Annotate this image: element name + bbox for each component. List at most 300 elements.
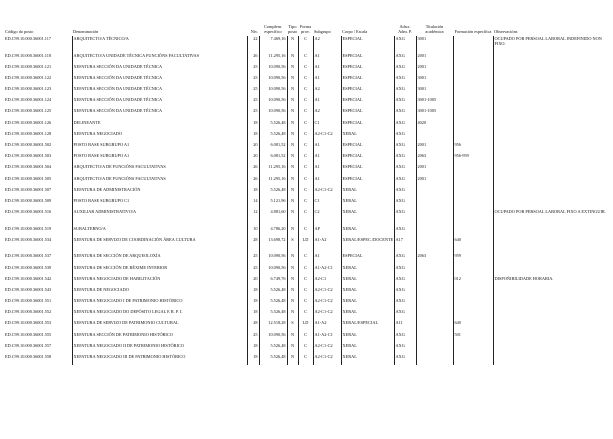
- cell-adscr: AXG: [394, 276, 416, 287]
- cell-corpo: XERAL: [341, 332, 394, 343]
- table-row: [4, 343, 610, 354]
- cell-nivel: 25: [247, 332, 259, 343]
- cell-corpo: ESPECIAL: [341, 153, 394, 164]
- cell-adscr: AXG: [394, 97, 416, 108]
- header-adscr: Adscr. Adm. P.: [398, 23, 412, 34]
- header-codigo: Código do posto: [5, 28, 34, 34]
- header-forma: Forma prov.: [299, 23, 312, 34]
- cell-complemento: 5.526,48: [259, 131, 287, 142]
- table-row: [4, 164, 610, 175]
- cell-observacions: OCUPADO POR PERSOAL LABORAL FIXO A EXTINGUIR.: [493, 209, 610, 226]
- cell-adscr: AXG: [394, 226, 416, 237]
- cell-complemento: 6.749,76: [259, 276, 287, 287]
- cell-codigo: ED.C99.10.000.36001.504: [5, 164, 52, 170]
- table-row: [4, 287, 610, 298]
- cell-nivel: 25: [247, 97, 259, 108]
- cell-codigo: ED.C99.10.000.36001.519: [5, 225, 52, 231]
- cell-subgrupo: A2: [313, 108, 341, 119]
- cell-subgrupo: A2-C1-C2: [313, 354, 341, 365]
- cell-formacion: [453, 108, 493, 119]
- cell-forma: C: [298, 287, 313, 298]
- cell-corpo: ESPECIAL: [341, 97, 394, 108]
- cell-complemento: 5.526,48: [259, 309, 287, 320]
- cell-complemento: 10.090,56: [259, 86, 287, 97]
- posts-table: [4, 14, 610, 365]
- cell-complemento: 11.295,16: [259, 53, 287, 64]
- cell-corpo: XERAL: [341, 198, 394, 209]
- cell-denominacion: XEFATURA NEGOCIADO DO DEPÓSITO LEGAL E R. P. I.: [72, 309, 247, 320]
- cell-observacions: DISPOÑIBILIDADE HORARIA.: [493, 276, 610, 287]
- cell-subgrupo: A1: [313, 53, 341, 64]
- cell-formacion: [453, 36, 493, 53]
- header-observacions: Observacións: [494, 28, 518, 34]
- cell-denominacion: SUBALTERNO/A: [72, 226, 247, 237]
- cell-observacions: [493, 298, 610, 309]
- cell-titulacion: [416, 298, 453, 309]
- table-row: [4, 142, 610, 153]
- table-row: [4, 187, 610, 198]
- table-body: [4, 36, 610, 365]
- cell-nivel: 25: [247, 75, 259, 86]
- cell-complemento: 10.090,56: [259, 253, 287, 264]
- cell-corpo: XERAL: [341, 265, 394, 276]
- header-complemento: Complem. específico: [263, 23, 283, 34]
- cell-complemento: 10.090,56: [259, 332, 287, 343]
- cell-corpo: XERAL: [341, 276, 394, 287]
- cell-denominacion: XEFATURA SECCIÓN DE PATRIMONIO HISTÓRICO: [72, 332, 247, 343]
- cell-formacion: [453, 226, 493, 237]
- cell-nivel: 26: [247, 164, 259, 175]
- cell-tipo: N: [287, 164, 298, 175]
- cell-titulacion: 2001: [416, 64, 453, 75]
- cell-titulacion: [416, 354, 453, 365]
- cell-forma: C: [298, 265, 313, 276]
- cell-formacion: [453, 343, 493, 354]
- cell-forma: C: [298, 354, 313, 365]
- cell-formacion: [453, 176, 493, 187]
- header-formacion: Formación específica: [454, 28, 492, 34]
- cell-denominacion: POSTO BASE SUBGRUPO A1: [72, 142, 247, 153]
- cell-titulacion: [416, 332, 453, 343]
- table-row: [4, 265, 610, 276]
- cell-subgrupo: A2: [313, 36, 341, 53]
- cell-denominacion: POSTO BASE SUBGRUPO A1: [72, 153, 247, 164]
- cell-titulacion: 2001: [416, 53, 453, 64]
- cell-corpo: ESPECIAL: [341, 176, 394, 187]
- cell-titulacion: 3001: [416, 36, 453, 53]
- cell-formacion: 959: [453, 253, 493, 264]
- cell-adscr: AXG: [394, 298, 416, 309]
- cell-observacions: [493, 153, 610, 164]
- cell-corpo: ESPECIAL: [341, 142, 394, 153]
- cell-tipo: N: [287, 265, 298, 276]
- cell-adscr: A17: [394, 237, 416, 254]
- cell-observacions: [493, 120, 610, 131]
- cell-complemento: 5.526,48: [259, 354, 287, 365]
- table-row: [4, 97, 610, 108]
- cell-nivel: 14: [247, 198, 259, 209]
- cell-subgrupo: A1: [313, 253, 341, 264]
- cell-observacions: [493, 187, 610, 198]
- cell-tipo: N: [287, 187, 298, 198]
- cell-corpo: XERAL: [341, 298, 394, 309]
- cell-codigo: ED.C99.10.000.36001.124: [5, 97, 52, 103]
- cell-denominacion: XEFATURA DE ADMINISTRACIÓN: [72, 187, 247, 198]
- cell-codigo: ED.C99.10.000.36001.516: [5, 209, 52, 215]
- cell-complemento: 11.295,16: [259, 164, 287, 175]
- cell-codigo: ED.C99.10.000.36001.555: [5, 331, 52, 337]
- cell-formacion: [453, 97, 493, 108]
- cell-denominacion: ARQUITECTO/A DE FUNCIÓNS FACULTATIVAS: [72, 164, 247, 175]
- cell-denominacion: XEFATURA DE SECCIÓN DE ARQUEOLOXÍA: [72, 253, 247, 264]
- cell-titulacion: [416, 198, 453, 209]
- cell-forma: C: [298, 36, 313, 53]
- cell-complemento: 13.698,72: [259, 237, 287, 254]
- cell-adscr: AXG: [394, 354, 416, 365]
- cell-tipo: N: [287, 86, 298, 97]
- cell-complemento: 4.881,60: [259, 209, 287, 226]
- cell-observacions: [493, 108, 610, 119]
- cell-complemento: 6.081,52: [259, 153, 287, 164]
- cell-tipo: N: [287, 332, 298, 343]
- cell-subgrupo: A1: [313, 64, 341, 75]
- cell-subgrupo: A2-C1-C2: [313, 343, 341, 354]
- cell-codigo: ED.C99.10.000.36001.118: [5, 52, 52, 58]
- cell-observacions: [493, 97, 610, 108]
- cell-codigo: ED.C99.10.000.36001.534: [5, 236, 52, 242]
- cell-observacions: [493, 131, 610, 142]
- cell-nivel: 18: [247, 298, 259, 309]
- cell-subgrupo: A2-C1-C2: [313, 287, 341, 298]
- cell-formacion: 640: [453, 320, 493, 331]
- cell-subgrupo: A1: [313, 164, 341, 175]
- cell-subgrupo: A1-A2: [313, 320, 341, 331]
- cell-formacion: 956: [453, 142, 493, 153]
- cell-codigo: ED.C99.10.000.36001.542: [5, 275, 52, 281]
- cell-complemento: 10.090,56: [259, 265, 287, 276]
- cell-tipo: N: [287, 108, 298, 119]
- cell-titulacion: [416, 309, 453, 320]
- table-row: [4, 226, 610, 237]
- cell-codigo: ED.C99.10.000.36001.509: [5, 197, 52, 203]
- cell-forma: C: [298, 176, 313, 187]
- header-subgrupo: Subgrupo: [314, 28, 331, 34]
- cell-formacion: [453, 209, 493, 226]
- cell-observacions: [493, 309, 610, 320]
- table-row: [4, 108, 610, 119]
- cell-codigo: ED.C99.10.000.36001.126: [5, 119, 52, 125]
- cell-tipo: N: [287, 97, 298, 108]
- cell-formacion: 640: [453, 237, 493, 254]
- cell-codigo: ED.C99.10.000.36001.552: [5, 309, 52, 315]
- cell-formacion: 012: [453, 276, 493, 287]
- cell-tipo: N: [287, 309, 298, 320]
- cell-corpo: ESPECIAL: [341, 253, 394, 264]
- cell-forma: C: [298, 64, 313, 75]
- cell-corpo: ESPECIAL: [341, 86, 394, 97]
- cell-forma: C: [298, 226, 313, 237]
- cell-observacions: OCUPADO POR PERSOAL LABORAL INDEFINIDO NON FIXO.: [493, 36, 610, 53]
- table-row: [4, 354, 610, 365]
- cell-subgrupo: A1: [313, 153, 341, 164]
- cell-observacions: [493, 253, 610, 264]
- header-titulacion: Titulación académica: [425, 23, 444, 34]
- cell-codigo: ED.C99.10.000.36001.557: [5, 342, 52, 348]
- cell-adscr: AXG: [394, 75, 416, 86]
- table-row: [4, 176, 610, 187]
- cell-subgrupo: C1: [313, 120, 341, 131]
- table-row: [4, 276, 610, 287]
- cell-observacions: [493, 265, 610, 276]
- cell-corpo: XERAL: [341, 287, 394, 298]
- cell-formacion: [453, 86, 493, 97]
- cell-complemento: 5.121,96: [259, 198, 287, 209]
- table-row: [4, 320, 610, 331]
- cell-formacion: [453, 64, 493, 75]
- cell-denominacion: XEFATURA SECCIÓN DA UNIDADE TÉCNICA: [72, 64, 247, 75]
- cell-nivel: 28: [247, 320, 259, 331]
- cell-codigo: ED.C99.10.000.36001.537: [5, 253, 52, 259]
- table-row: [4, 198, 610, 209]
- cell-forma: C: [298, 86, 313, 97]
- cell-observacions: [493, 75, 610, 86]
- cell-tipo: N: [287, 354, 298, 365]
- cell-titulacion: 2001: [416, 164, 453, 175]
- cell-formacion: [453, 298, 493, 309]
- cell-nivel: 18: [247, 354, 259, 365]
- cell-complemento: 12.518,28: [259, 320, 287, 331]
- table-row: [4, 120, 610, 131]
- cell-tipo: N: [287, 226, 298, 237]
- cell-subgrupo: A2-C1-C2: [313, 131, 341, 142]
- cell-formacion: [453, 265, 493, 276]
- cell-forma: C: [298, 164, 313, 175]
- cell-nivel: 26: [247, 53, 259, 64]
- cell-subgrupo: A1: [313, 97, 341, 108]
- cell-codigo: ED.C99.10.000.36001.551: [5, 298, 52, 304]
- cell-denominacion: XEFATURA NEGOCIADO III DE PATRIMONIO HISTÓRICO: [72, 354, 247, 365]
- cell-codigo: ED.C99.10.000.36001.502: [5, 142, 52, 147]
- cell-denominacion: XEFATURA DE SERVIZO DE PATRIMONIO CULTURAL: [72, 320, 247, 331]
- cell-subgrupo: A1: [313, 142, 341, 153]
- cell-adscr: AXG: [394, 176, 416, 187]
- cell-denominacion: XEFATURA NEGOCIADO II DE PATRIMONIO HISTÓRICO: [72, 343, 247, 354]
- cell-subgrupo: A2-C1: [313, 276, 341, 287]
- cell-codigo: ED.C99.10.000.36001.125: [5, 108, 52, 114]
- cell-nivel: 20: [247, 142, 259, 153]
- table-row: [4, 332, 610, 343]
- cell-complemento: 11.295,16: [259, 176, 287, 187]
- cell-observacions: [493, 86, 610, 97]
- cell-denominacion: XEFATURA SECCIÓN DA UNIDADE TÉCNICA: [72, 108, 247, 119]
- cell-codigo: ED.C99.10.000.36001.121: [5, 63, 52, 69]
- cell-nivel: 18: [247, 131, 259, 142]
- cell-codigo: ED.C99.10.000.36001.505: [5, 175, 52, 181]
- cell-complemento: 10.090,56: [259, 75, 287, 86]
- cell-nivel: 18: [247, 187, 259, 198]
- cell-tipo: N: [287, 64, 298, 75]
- cell-titulacion: 2063: [416, 153, 453, 164]
- cell-titulacion: [416, 343, 453, 354]
- cell-forma: C: [298, 209, 313, 226]
- cell-codigo: ED.C99.10.000.36001.558: [5, 354, 52, 359]
- header-tipo: Tipo posto: [288, 23, 298, 34]
- cell-titulacion: [416, 265, 453, 276]
- cell-forma: C: [298, 298, 313, 309]
- cell-codigo: ED.C99.10.000.36001.122: [5, 74, 52, 80]
- cell-titulacion: [416, 226, 453, 237]
- table-row: [4, 153, 610, 164]
- cell-corpo: ESPECIAL: [341, 108, 394, 119]
- table-row: [4, 36, 610, 53]
- cell-adscr: AXG: [394, 332, 416, 343]
- cell-denominacion: XEFATURA NEGOCIADO: [72, 131, 247, 142]
- cell-tipo: N: [287, 276, 298, 287]
- cell-complemento: 5.526,48: [259, 298, 287, 309]
- cell-tipo: N: [287, 287, 298, 298]
- cell-forma: C: [298, 53, 313, 64]
- cell-corpo: XERAL: [341, 187, 394, 198]
- cell-adscr: AXG: [394, 120, 416, 131]
- cell-codigo: ED.C99.10.000.36001.128: [5, 130, 52, 136]
- cell-subgrupo: C1: [313, 198, 341, 209]
- cell-adscr: A11: [394, 320, 416, 331]
- cell-corpo: XERAL: [341, 343, 394, 354]
- cell-complemento: 5.526,48: [259, 187, 287, 198]
- cell-adscr: AXG: [394, 53, 416, 64]
- cell-corpo: XERAL/ESPEC./DOCENTE: [341, 237, 394, 254]
- cell-forma: LD: [298, 320, 313, 331]
- cell-nivel: 18: [247, 287, 259, 298]
- cell-titulacion: 2001: [416, 176, 453, 187]
- cell-nivel: 25: [247, 253, 259, 264]
- table-row: [4, 237, 610, 254]
- cell-subgrupo: A2-C1-C2: [313, 187, 341, 198]
- cell-adscr: AXG: [394, 131, 416, 142]
- table-row: [4, 86, 610, 97]
- cell-forma: C: [298, 187, 313, 198]
- cell-denominacion: XEFATURA SECCIÓN DA UNIDADE TÉCNICA: [72, 97, 247, 108]
- cell-titulacion: 3001-1005: [416, 97, 453, 108]
- cell-formacion: 501: [453, 332, 493, 343]
- cell-subgrupo: A2: [313, 86, 341, 97]
- cell-tipo: N: [287, 198, 298, 209]
- cell-subgrupo: A1: [313, 75, 341, 86]
- cell-adscr: AXG: [394, 64, 416, 75]
- cell-forma: C: [298, 198, 313, 209]
- cell-titulacion: [416, 276, 453, 287]
- cell-tipo: N: [287, 53, 298, 64]
- cell-forma: LD: [298, 237, 313, 254]
- table-row: [4, 253, 610, 264]
- header-corpo: Corpo / Escala: [342, 28, 368, 34]
- cell-tipo: N: [287, 120, 298, 131]
- cell-adscr: AXG: [394, 142, 416, 153]
- cell-tipo: N: [287, 153, 298, 164]
- cell-complemento: 5.526,48: [259, 343, 287, 354]
- cell-adscr: AXG: [394, 153, 416, 164]
- cell-observacions: [493, 226, 610, 237]
- cell-titulacion: [416, 287, 453, 298]
- cell-nivel: 18: [247, 343, 259, 354]
- cell-complemento: 7.469,16: [259, 36, 287, 53]
- cell-nivel: 28: [247, 237, 259, 254]
- cell-complemento: 10.090,56: [259, 64, 287, 75]
- cell-subgrupo: AP: [313, 226, 341, 237]
- cell-denominacion: XEFATURA DE SERVIZO DE COORDINACIÓN ÁREA CULTURA: [72, 237, 247, 254]
- cell-nivel: 18: [247, 309, 259, 320]
- cell-titulacion: 4020: [416, 120, 453, 131]
- header-niv: Nív.: [250, 28, 258, 34]
- cell-codigo: ED.C99.10.000.36001.507: [5, 186, 52, 192]
- cell-forma: C: [298, 332, 313, 343]
- cell-subgrupo: A1-A2-C1: [313, 332, 341, 343]
- cell-forma: C: [298, 97, 313, 108]
- cell-nivel: 12: [247, 209, 259, 226]
- cell-codigo: ED.C99.10.000.36001.123: [5, 86, 52, 92]
- cell-corpo: XERAL/ESPECIAL: [341, 320, 394, 331]
- cell-tipo: S: [287, 320, 298, 331]
- cell-denominacion: ARQUITECTO/A DE FUNCIÓNS FACULTATIVAS: [72, 176, 247, 187]
- cell-adscr: AXG: [394, 164, 416, 175]
- table-header-row: [4, 14, 610, 36]
- cell-forma: C: [298, 120, 313, 131]
- cell-complemento: 10.090,56: [259, 97, 287, 108]
- cell-denominacion: ARQUITECTO/A TÉCNICO/A: [72, 36, 247, 53]
- cell-tipo: N: [287, 36, 298, 53]
- table-row: [4, 298, 610, 309]
- cell-complemento: 10.090,56: [259, 108, 287, 119]
- cell-forma: C: [298, 276, 313, 287]
- cell-formacion: [453, 75, 493, 86]
- cell-complemento: 5.526,48: [259, 287, 287, 298]
- cell-subgrupo: C2: [313, 209, 341, 226]
- cell-titulacion: 3001: [416, 86, 453, 97]
- cell-observacions: [493, 164, 610, 175]
- cell-tipo: N: [287, 176, 298, 187]
- cell-corpo: XERAL: [341, 226, 394, 237]
- cell-denominacion: XEFATURA NEGOCIADO DE HABILITACIÓN: [72, 276, 247, 287]
- table-row: [4, 75, 610, 86]
- cell-observacions: [493, 237, 610, 254]
- cell-corpo: XERAL: [341, 209, 394, 226]
- cell-nivel: 25: [247, 265, 259, 276]
- cell-corpo: ESPECIAL: [341, 75, 394, 86]
- table-row: [4, 131, 610, 142]
- cell-subgrupo: A2-C1-C2: [313, 309, 341, 320]
- cell-codigo: ED.C99.10.000.36001.503: [5, 153, 52, 159]
- cell-observacions: [493, 198, 610, 209]
- cell-nivel: 26: [247, 176, 259, 187]
- cell-nivel: 22: [247, 36, 259, 53]
- cell-nivel: 20: [247, 153, 259, 164]
- cell-corpo: XERAL: [341, 309, 394, 320]
- cell-forma: C: [298, 131, 313, 142]
- cell-denominacion: DELINEANTE: [72, 120, 247, 131]
- cell-titulacion: [416, 237, 453, 254]
- cell-tipo: S: [287, 237, 298, 254]
- cell-titulacion: [416, 209, 453, 226]
- cell-nivel: 10: [247, 226, 259, 237]
- cell-observacions: [493, 343, 610, 354]
- cell-denominacion: XEFATURA DE NEGOCIADO: [72, 287, 247, 298]
- cell-denominacion: XEFATURA SECCIÓN DA UNIDADE TÉCNICA: [72, 75, 247, 86]
- cell-adscr: AXG: [394, 108, 416, 119]
- cell-nivel: 25: [247, 108, 259, 119]
- cell-subgrupo: A1: [313, 176, 341, 187]
- table-row: [4, 309, 610, 320]
- cell-titulacion: 2063: [416, 253, 453, 264]
